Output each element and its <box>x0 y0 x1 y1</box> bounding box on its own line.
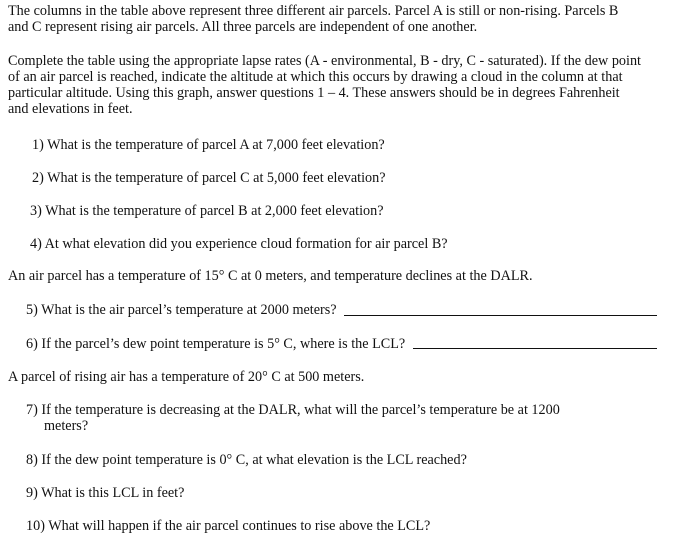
scenario-2: A parcel of rising air has a temperature of 20° C at 500 meters. <box>8 369 365 385</box>
question-text: If the temperature is decreasing at the DALR, what will the parcel’s temperature be at 1200 <box>41 402 560 418</box>
question-number: 4) <box>30 236 42 252</box>
question-1 <box>32 137 385 153</box>
instructions-paragraph: Complete the table using the appropriate lapse rates (A - environmental, B - dry, C - saturated). If the dew point of an air parcel is reached, indicate the altitude at which this occurs by drawing a cloud in the column at that particular altitude. Using this graph, answer questions 1 – 4. These answers should be in degrees Fahrenheit and elevations in feet. <box>8 53 641 117</box>
question-2 <box>32 170 386 186</box>
question-4 <box>30 236 448 252</box>
question-10 <box>26 518 430 534</box>
question-number: 3) <box>30 203 42 219</box>
question-text: What is this LCL in feet? <box>41 485 185 501</box>
question-number: 10) <box>26 518 45 534</box>
answer-blank-5[interactable] <box>344 315 657 316</box>
question-number: 7) <box>26 402 38 418</box>
question-number: 1) <box>32 137 44 153</box>
question-3 <box>30 203 384 219</box>
question-text: If the parcel’s dew point temperature is 5° C, where is the LCL? <box>41 336 406 352</box>
answer-blank-6[interactable] <box>413 348 657 349</box>
question-5 <box>26 302 337 318</box>
intro-paragraph: The columns in the table above represent three different air parcels. Parcel A is still or non-rising. Parcels B and C represent rising air parcels. All three parcels are independent of one another. <box>8 3 619 35</box>
question-number: 6) <box>26 336 38 352</box>
question-text: What is the air parcel’s temperature at 2000 meters? <box>41 302 337 318</box>
question-6 <box>26 336 405 352</box>
question-number: 8) <box>26 452 38 468</box>
question-text-continued: meters? <box>44 418 89 434</box>
question-text: What is the temperature of parcel B at 2,000 feet elevation? <box>45 203 384 219</box>
question-9 <box>26 485 184 501</box>
question-text: At what elevation did you experience cloud formation for air parcel B? <box>44 236 448 252</box>
question-number: 5) <box>26 302 38 318</box>
question-number: 2) <box>32 170 44 186</box>
question-text: What is the temperature of parcel A at 7,000 feet elevation? <box>47 137 385 153</box>
question-7 <box>26 402 560 434</box>
question-number: 9) <box>26 485 38 501</box>
question-text: What is the temperature of parcel C at 5,000 feet elevation? <box>47 170 386 186</box>
question-text: If the dew point temperature is 0° C, at what elevation is the LCL reached? <box>41 452 467 468</box>
scenario-1: An air parcel has a temperature of 15° C at 0 meters, and temperature declines at the DALR. <box>8 268 533 284</box>
question-text: What will happen if the air parcel continues to rise above the LCL? <box>48 518 431 534</box>
question-8 <box>26 452 467 468</box>
